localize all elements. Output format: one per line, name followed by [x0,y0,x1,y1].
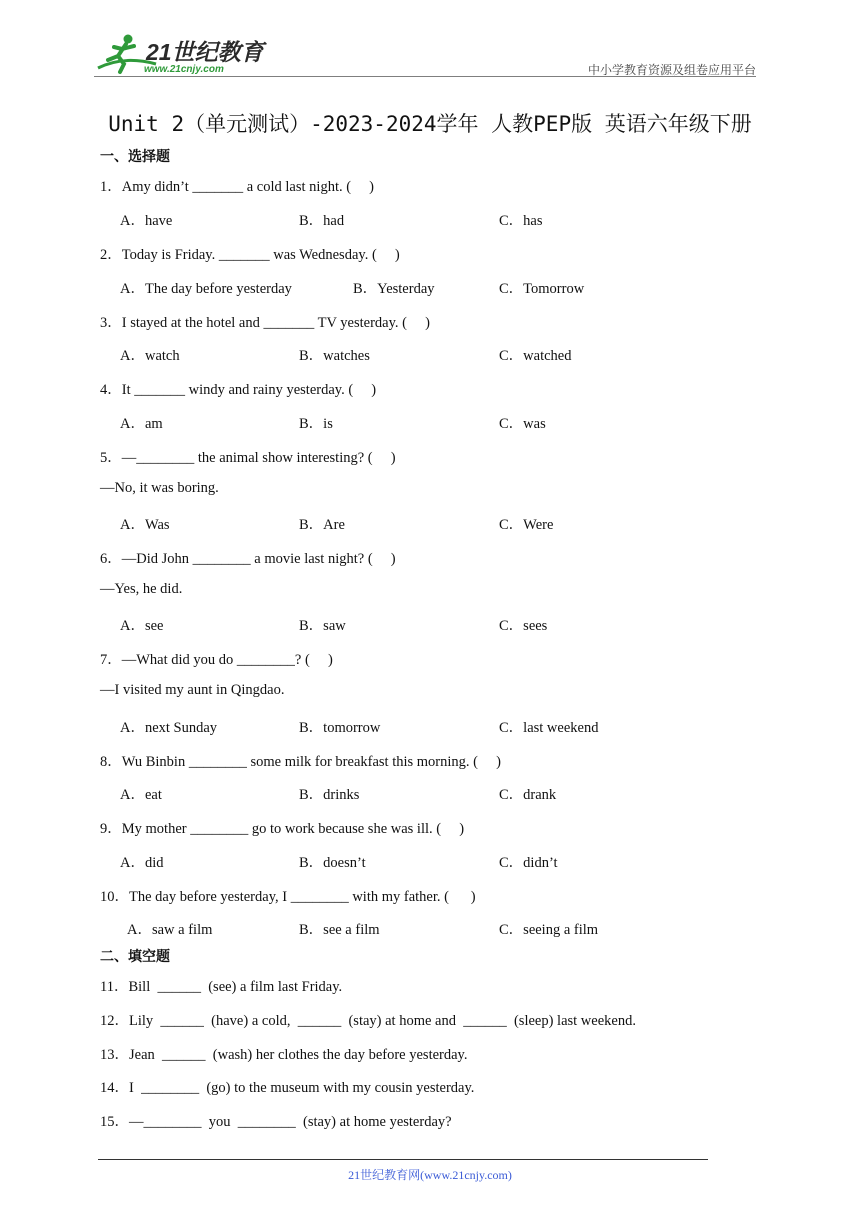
option-c[interactable]: C．last weekend [499,720,599,736]
option-c[interactable]: C．seeing a film [499,922,599,938]
option-c[interactable]: C．sees [499,618,548,634]
option-a[interactable]: A．eat [120,787,162,803]
dialogue-response: —I visited my aunt in Qingdao. [100,682,285,698]
footer-divider [98,1159,708,1160]
dialogue-response: —No, it was boring. [100,480,219,496]
option-c[interactable]: C．Tomorrow [499,281,585,297]
option-c[interactable]: C．was [499,416,546,432]
option-b[interactable]: B．Are [299,517,345,533]
fill-blank-item: 14．I ________ (go) to the museum with my cousin yesterday. [100,1080,475,1096]
fill-blank-item: 11．Bill ______ (see) a film last Friday. [100,979,343,995]
section-heading: 一、选择题 [100,149,170,165]
option-c[interactable]: C．watched [499,348,572,364]
logo-text: 21世纪教育 [146,39,264,65]
option-a[interactable]: A．Was [120,517,170,533]
option-a[interactable]: A．saw a film [127,922,213,938]
option-b[interactable]: B．drinks [299,787,360,803]
question-stem: 10．The day before yesterday, I ________ with my father. ( ) [100,889,476,905]
option-a[interactable]: A．am [120,416,163,432]
option-b[interactable]: B．is [299,416,333,432]
option-b[interactable]: B．tomorrow [299,720,381,736]
option-b[interactable]: B．had [299,213,345,229]
option-b[interactable]: B．see a film [299,922,380,938]
question-stem: 8．Wu Binbin ________ some milk for breakfast this morning. ( ) [100,754,501,770]
option-a[interactable]: A．next Sunday [120,720,218,736]
question-stem: 1．Amy didn’t _______ a cold last night. ( ) [100,179,374,195]
option-a[interactable]: A．watch [120,348,180,364]
fill-blank-item: 12．Lily ______ (have) a cold, ______ (stay) at home and ______ (sleep) last weekend. [100,1013,636,1029]
header-divider [94,76,756,77]
option-c[interactable]: C．has [499,213,543,229]
option-a[interactable]: A．have [120,213,173,229]
option-c[interactable]: C．drank [499,787,557,803]
fill-blank-item: 15．—________ you ________ (stay) at home yesterday? [100,1114,452,1130]
option-a[interactable]: A．The day before yesterday [120,281,292,297]
dialogue-response: —Yes, he did. [100,581,183,597]
question-stem: 9．My mother ________ go to work because she was ill. ( ) [100,821,465,837]
logo-url: www.21cnjy.com [144,64,224,75]
option-c[interactable]: C．Were [499,517,554,533]
question-stem: 5．—________ the animal show interesting? ( ) [100,450,396,466]
section-heading: 二、填空题 [100,949,170,965]
option-b[interactable]: B．saw [299,618,346,634]
site-logo[interactable] [94,30,269,76]
option-b[interactable]: B．watches [299,348,370,364]
question-stem: 3．I stayed at the hotel and _______ TV yesterday. ( ) [100,315,430,331]
option-b[interactable]: B．Yesterday [353,281,435,297]
fill-blank-item: 13．Jean ______ (wash) her clothes the day before yesterday. [100,1047,468,1063]
option-a[interactable]: A．did [120,855,164,871]
question-stem: 7．—What did you do ________? ( ) [100,652,333,668]
option-c[interactable]: C．didn’t [499,855,558,871]
page-header [94,30,756,78]
runner-logo-icon [94,30,269,76]
question-stem: 4．It _______ windy and rainy yesterday. ( ) [100,382,377,398]
question-stem: 2．Today is Friday. _______ was Wednesday. ( ) [100,247,400,263]
option-a[interactable]: A．see [120,618,164,634]
exam-title: Unit 2（单元测试）-2023-2024学年 人教PEP版 英语六年级下册 [108,112,752,136]
question-stem: 6．—Did John ________ a movie last night? ( ) [100,551,396,567]
platform-tagline: 中小学教育资源及组卷应用平台 [587,63,756,77]
option-b[interactable]: B．doesn’t [299,855,366,871]
footer-link[interactable]: 21世纪教育网(www.21cnjy.com) [348,1168,512,1182]
